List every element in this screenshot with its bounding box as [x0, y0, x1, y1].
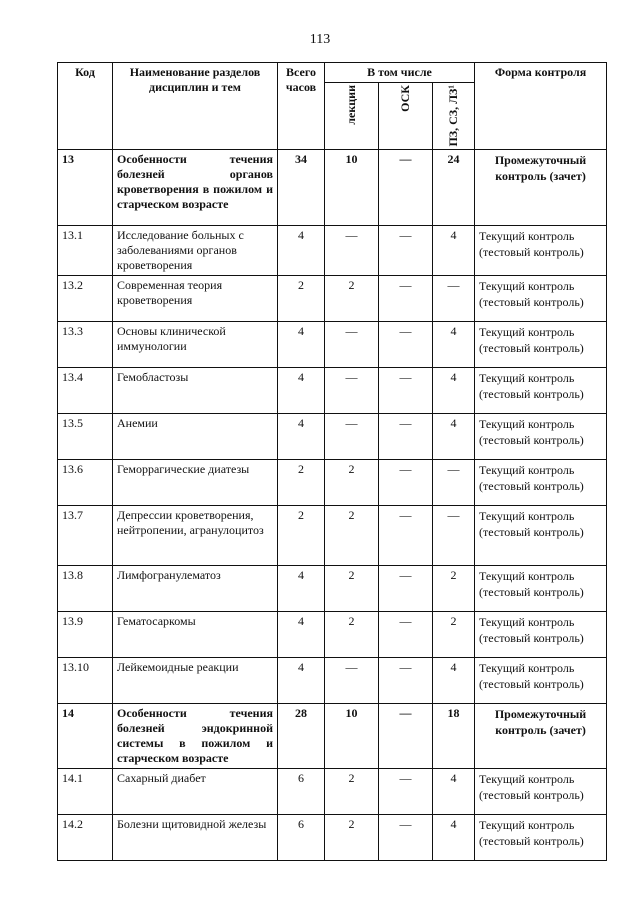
table-row	[58, 565, 607, 611]
row-osk: —	[379, 225, 433, 275]
table-row	[58, 149, 607, 225]
row-lectures: —	[325, 413, 379, 459]
row-form: Промежуточный контроль (зачет)	[475, 149, 607, 225]
row-code: 13.4	[58, 367, 113, 413]
row-osk: —	[379, 611, 433, 657]
row-code: 14	[58, 703, 113, 768]
table-row	[58, 611, 607, 657]
row-osk: —	[379, 703, 433, 768]
row-lectures: 10	[325, 149, 379, 225]
row-lectures: —	[325, 367, 379, 413]
row-lectures: 2	[325, 611, 379, 657]
table-row	[58, 814, 607, 860]
row-name: Современная теория кроветворения	[113, 275, 278, 321]
row-name: Лейкемоидные реакции	[113, 657, 278, 703]
row-total: 34	[278, 149, 325, 225]
table-row	[58, 459, 607, 505]
row-osk: —	[379, 413, 433, 459]
row-pz: —	[433, 459, 475, 505]
row-code: 13.7	[58, 505, 113, 565]
row-osk: —	[379, 657, 433, 703]
row-code: 13	[58, 149, 113, 225]
row-total: 2	[278, 275, 325, 321]
header-form: Форма контроля	[475, 63, 607, 150]
row-pz: 4	[433, 367, 475, 413]
page-number: 113	[309, 32, 331, 47]
header-osk: ОСК	[398, 85, 412, 112]
row-pz: 2	[433, 565, 475, 611]
header-group: В том числе	[325, 63, 475, 83]
table-row	[58, 367, 607, 413]
header-total: Всего часов	[278, 63, 325, 150]
row-form: Текущий контроль (тестовый контроль)	[475, 814, 607, 860]
row-lectures: 2	[325, 565, 379, 611]
row-pz: 4	[433, 321, 475, 367]
row-code: 13.5	[58, 413, 113, 459]
row-form: Текущий контроль (тестовый контроль)	[475, 225, 607, 275]
row-code: 13.1	[58, 225, 113, 275]
row-osk: —	[379, 367, 433, 413]
row-lectures: —	[325, 225, 379, 275]
row-pz: 4	[433, 413, 475, 459]
row-code: 13.10	[58, 657, 113, 703]
row-name: Особенности течения болезней эндокринной системы в пожилом и старческом возрасте	[113, 703, 278, 768]
row-pz: —	[433, 505, 475, 565]
row-total: 2	[278, 459, 325, 505]
row-name: Исследование больных с заболеваниями органов кроветворения	[113, 225, 278, 275]
row-form: Текущий контроль (тестовый контроль)	[475, 413, 607, 459]
row-lectures: 2	[325, 459, 379, 505]
row-lectures: —	[325, 657, 379, 703]
row-total: 4	[278, 657, 325, 703]
row-code: 13.6	[58, 459, 113, 505]
row-name: Лимфогранулематоз	[113, 565, 278, 611]
row-lectures: 2	[325, 814, 379, 860]
row-total: 6	[278, 768, 325, 814]
row-form: Промежуточный контроль (зачет)	[475, 703, 607, 768]
row-pz: 18	[433, 703, 475, 768]
row-lectures: 2	[325, 505, 379, 565]
table-row	[58, 275, 607, 321]
row-name: Сахарный диабет	[113, 768, 278, 814]
table-row	[58, 657, 607, 703]
row-form: Текущий контроль (тестовый контроль)	[475, 611, 607, 657]
table-row	[58, 225, 607, 275]
row-form: Текущий контроль (тестовый контроль)	[475, 275, 607, 321]
row-osk: —	[379, 149, 433, 225]
row-total: 4	[278, 611, 325, 657]
header-name: Наименование разделов дисциплин и тем	[113, 63, 278, 150]
row-pz: 4	[433, 768, 475, 814]
row-total: 28	[278, 703, 325, 768]
row-code: 14.2	[58, 814, 113, 860]
row-name: Особенности течения болезней органов кроветворения в пожилом и старческом возрасте	[113, 149, 278, 225]
row-pz: 4	[433, 814, 475, 860]
row-osk: —	[379, 321, 433, 367]
row-osk: —	[379, 768, 433, 814]
row-code: 13.2	[58, 275, 113, 321]
curriculum-table	[57, 62, 607, 861]
row-pz: —	[433, 275, 475, 321]
row-total: 4	[278, 565, 325, 611]
row-form: Текущий контроль (тестовый контроль)	[475, 657, 607, 703]
row-total: 4	[278, 321, 325, 367]
table-row	[58, 413, 607, 459]
row-lectures: 2	[325, 275, 379, 321]
row-name: Основы клинической иммунологии	[113, 321, 278, 367]
row-osk: —	[379, 565, 433, 611]
row-code: 13.8	[58, 565, 113, 611]
row-form: Текущий контроль (тестовый контроль)	[475, 565, 607, 611]
row-code: 13.9	[58, 611, 113, 657]
row-osk: —	[379, 505, 433, 565]
table-row	[58, 768, 607, 814]
row-total: 4	[278, 367, 325, 413]
row-name: Болезни щитовидной железы	[113, 814, 278, 860]
row-form: Текущий контроль (тестовый контроль)	[475, 367, 607, 413]
row-total: 2	[278, 505, 325, 565]
row-pz: 4	[433, 225, 475, 275]
row-total: 6	[278, 814, 325, 860]
row-name: Геморрагические диатезы	[113, 459, 278, 505]
table-row	[58, 321, 607, 367]
row-pz: 24	[433, 149, 475, 225]
row-total: 4	[278, 413, 325, 459]
row-name: Депрессии кроветворения, нейтропении, агранулоцитоз	[113, 505, 278, 565]
row-lectures: —	[325, 321, 379, 367]
row-pz: 2	[433, 611, 475, 657]
table-row	[58, 703, 607, 768]
row-form: Текущий контроль (тестовый контроль)	[475, 459, 607, 505]
row-lectures: 2	[325, 768, 379, 814]
table-row	[58, 505, 607, 565]
header-code: Код	[58, 63, 113, 150]
header-lectures: лекции	[344, 85, 358, 125]
row-osk: —	[379, 459, 433, 505]
row-form: Текущий контроль (тестовый контроль)	[475, 321, 607, 367]
row-name: Гематосаркомы	[113, 611, 278, 657]
row-osk: —	[379, 814, 433, 860]
header-pz: ПЗ, СЗ, ЛЗ¹	[446, 85, 461, 147]
row-total: 4	[278, 225, 325, 275]
row-lectures: 10	[325, 703, 379, 768]
row-form: Текущий контроль (тестовый контроль)	[475, 768, 607, 814]
row-code: 13.3	[58, 321, 113, 367]
row-pz: 4	[433, 657, 475, 703]
row-code: 14.1	[58, 768, 113, 814]
row-form: Текущий контроль (тестовый контроль)	[475, 505, 607, 565]
row-name: Анемии	[113, 413, 278, 459]
row-name: Гемобластозы	[113, 367, 278, 413]
row-osk: —	[379, 275, 433, 321]
